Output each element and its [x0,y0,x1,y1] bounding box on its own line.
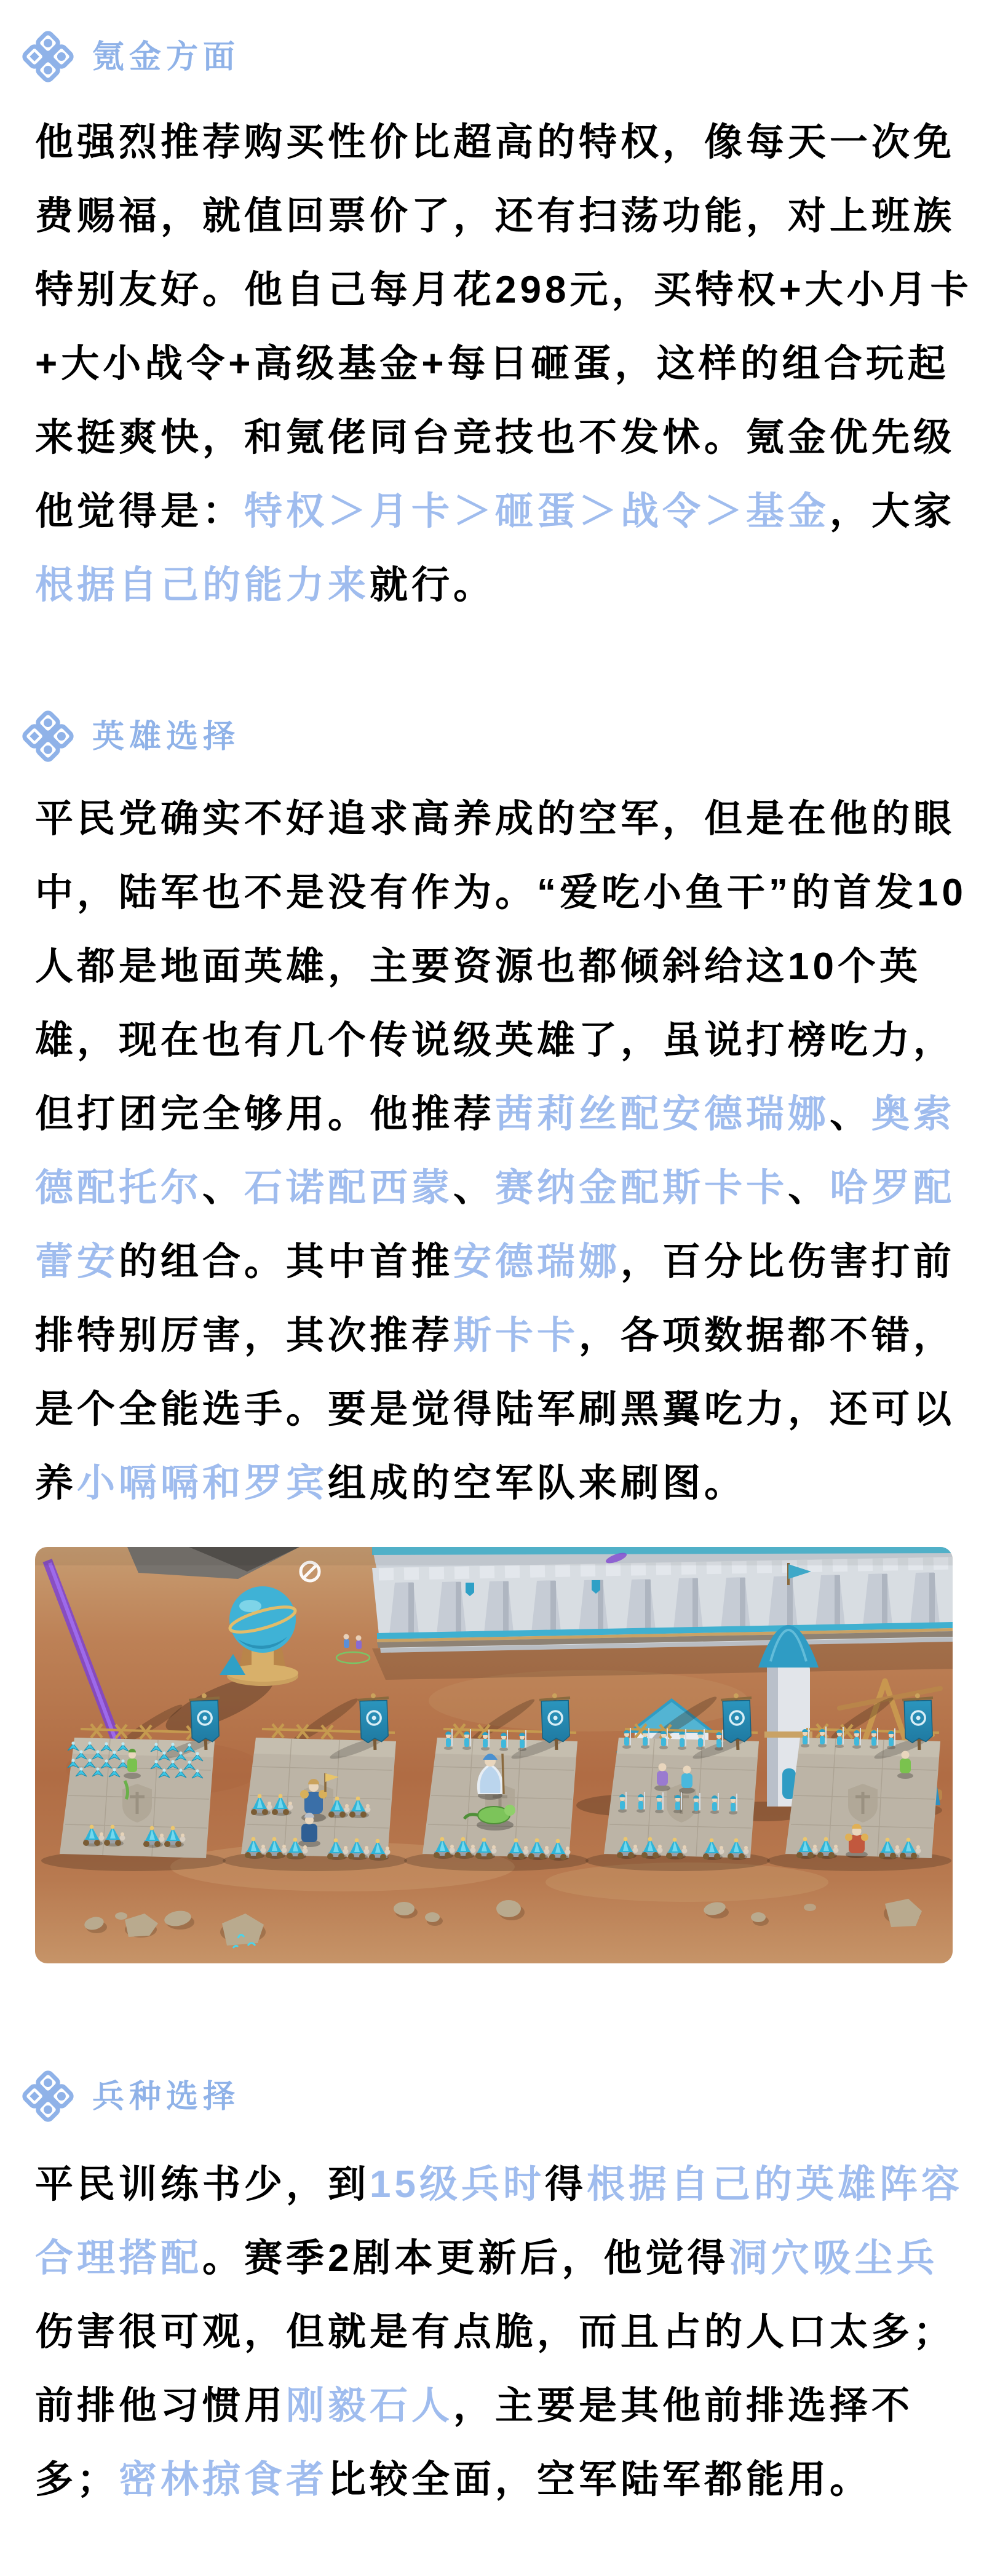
inline-link[interactable]: 根据自己的英雄阵容合理搭配 [35,2163,964,2280]
inline-link[interactable]: 哈罗配蕾安 [35,1167,956,1283]
inline-link[interactable]: 根据自己的能力来 [35,564,370,606]
text-run: ，百分比伤害打前排特别厉害，其次推荐 [35,1241,956,1357]
text-run: 、 [202,1167,245,1209]
inline-link[interactable]: 奥索德配托尔 [35,1093,956,1209]
text-run: 组成的空军队来刷图。 [328,1462,747,1505]
section-heading-hero: 英雄选择 [92,719,240,755]
text-run: 比较全面，空军陆军都能用。 [328,2459,872,2501]
text-run: 伤害很可观，但就是有点脆，而且占的人口太多；前排他习惯用 [35,2311,956,2427]
text-run: 就行。 [370,564,496,606]
diamond-knot-icon [22,31,74,84]
inline-link[interactable]: 小嗝嗝和罗宾 [77,1462,328,1505]
inline-link[interactable]: 刚毅石人 [286,2385,454,2427]
inline-link[interactable]: 洞穴吸尘兵 [729,2237,938,2280]
section-header-hero [22,710,240,763]
text-run: 、 [453,1167,496,1209]
diamond-knot-icon [22,710,74,763]
inline-link[interactable]: 茜莉丝配安德瑞娜 [495,1093,830,1135]
text-run: ，各项数据都不错，是个全能选手。要是觉得陆军刷黑翼吃力，还可以养 [35,1314,956,1505]
diamond-knot-icon [22,2070,74,2123]
section-header-krypton [22,31,240,84]
inline-link[interactable]: 安德瑞娜 [453,1241,621,1283]
text-run: 他强烈推荐购买性价比超高的特权，像每天一次免费赐福，就值回票价了，还有扫荡功能，对上班族特别友好。他自己每月花298元，买特权+大小月卡+大小战令+高级基金+每日砸蛋，这样的组合玩起来挺爽快，和氪佬同台竞技也不发怵。氪金优先级他觉得是： [35,121,972,533]
text-run: 的组合。其中首推 [119,1241,454,1283]
text-run: 平民党确实不好追求高养成的空军，但是在他的眼中，陆军也不是没有作为。“爱吃小鱼干”的首发10人都是地面英雄，主要资源也都倾斜给这10个英雄，现在也有几个传说级英雄了，虽说打榜吃力，但打团完全够用。他推荐 [35,798,967,1135]
inline-link[interactable]: 特权＞月卡＞砸蛋＞战令＞基金 [244,490,830,533]
text-run: 、 [830,1093,872,1135]
text-run: 得 [544,2163,587,2206]
section-heading-krypton: 氪金方面 [92,39,240,75]
text-run: 。赛季2剧本更新后，他觉得 [202,2237,729,2280]
game-screenshot[interactable] [35,1547,953,1963]
section-heading-troops: 兵种选择 [92,2079,240,2115]
inline-link[interactable]: 赛纳金配斯卡卡 [495,1167,788,1209]
paragraph-hero [35,782,976,1521]
text-run: ，主要是其他前排选择不多； [35,2385,914,2501]
inline-link[interactable]: 斯卡卡 [453,1314,579,1357]
text-run: 、 [788,1167,830,1209]
paragraph-troops [35,2148,976,2517]
inline-link[interactable]: 石诺配西蒙 [244,1167,454,1209]
inline-link[interactable]: 15级兵时 [370,2163,545,2206]
paragraph-krypton [35,106,976,622]
text-run: ，大家 [830,490,956,533]
inline-link[interactable]: 密林掠食者 [119,2459,328,2501]
section-header-troops [22,2070,240,2123]
text-run: 平民训练书少，到 [35,2163,370,2206]
